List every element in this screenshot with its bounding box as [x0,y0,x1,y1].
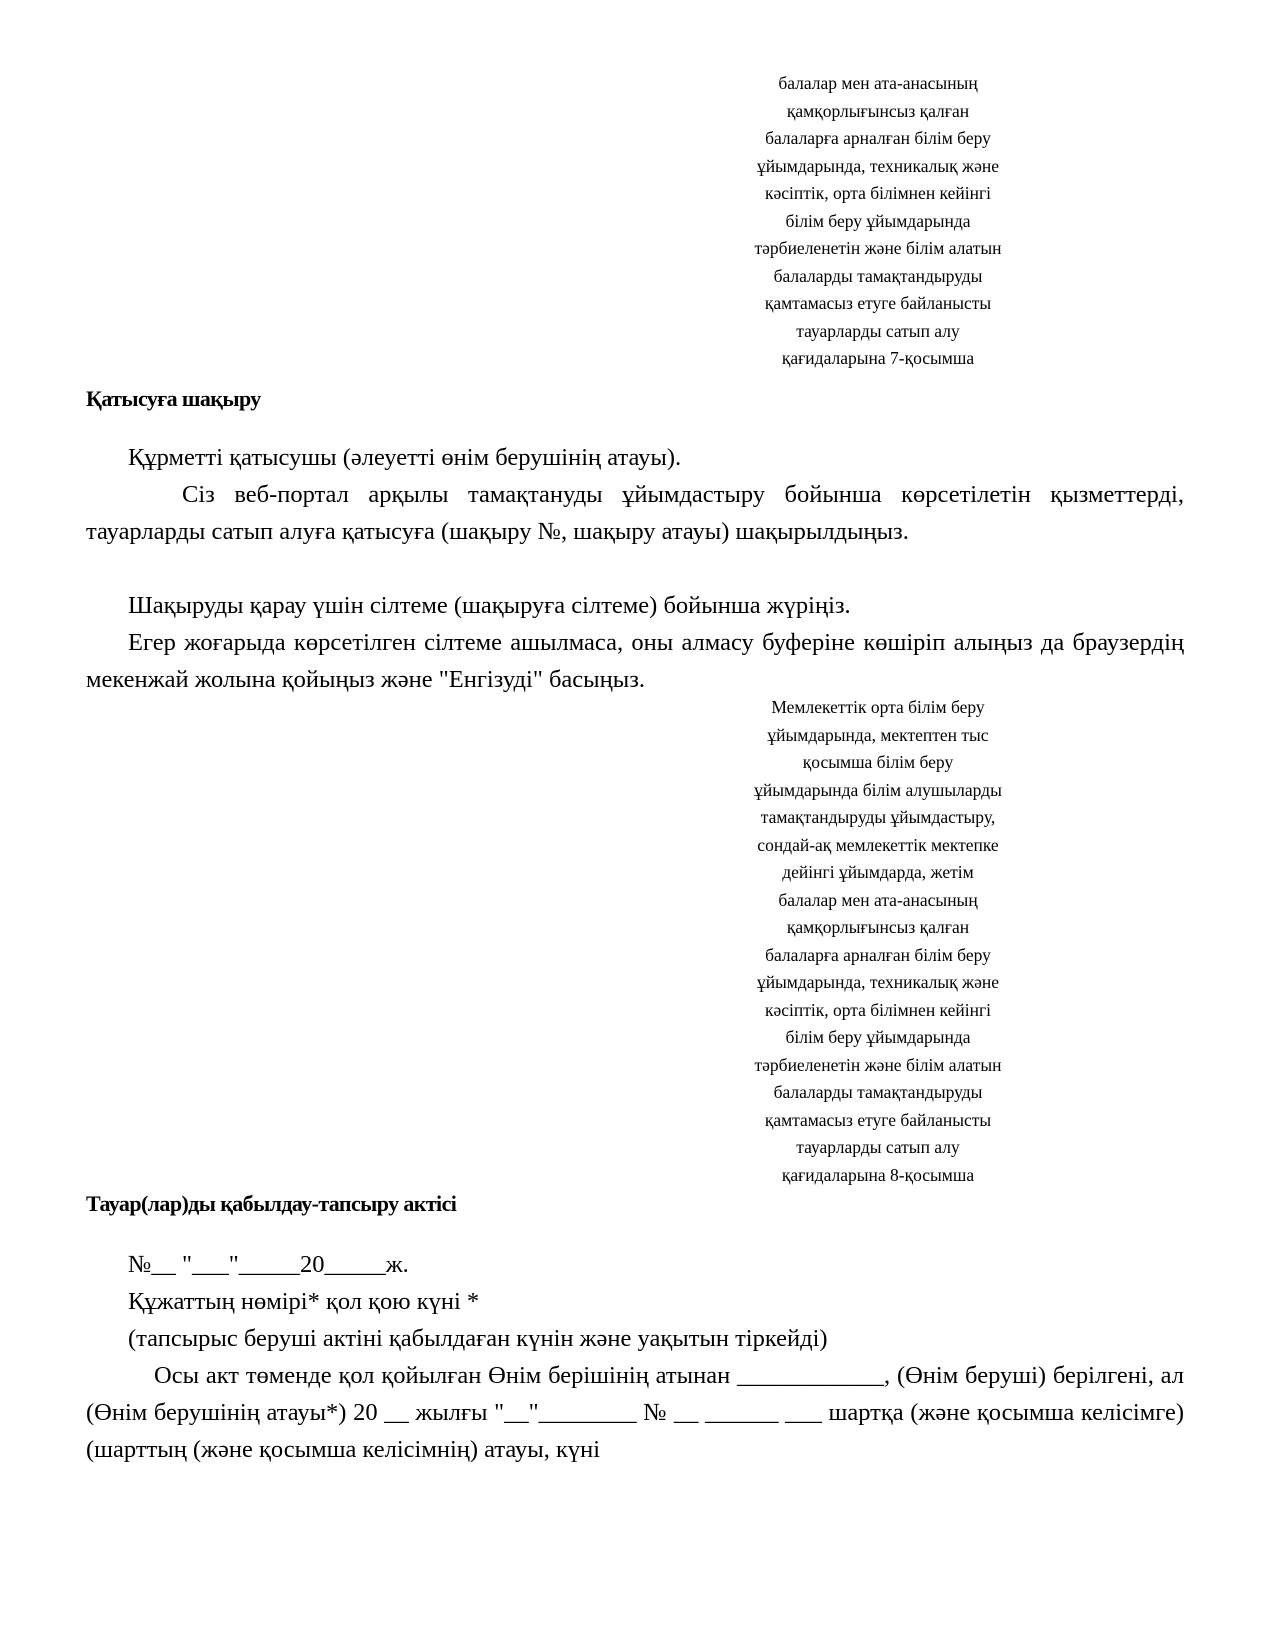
greeting-paragraph: Құрметті қатысушы (әлеуетті өнім берушінің атауы). [128,444,682,471]
annex-note-line: тауарларды сатып алу [796,320,960,341]
annex-note-line: тамақтандыруды ұйымдастыру, [760,807,996,827]
annex-note-line: ұйымдарында, техникалық және [756,155,1000,176]
link-paragraph: Шақыруды қарау үшін сілтеме (шақыруға сілтеме) бойынша жүріңіз. [128,592,851,619]
annex-note-line: тауарларды сатып алу [796,1137,960,1157]
act-body-paragraph: Осы акт төменде қол қойылған Өнім берішінің атынан ____________, (Өнім беруші) берілгені, ал (Өнім берушінің атауы*) 20 __ жылғы "__"________ № __ ______ ___ шартқа (және қосымша келісімге) (шарттың (және қосымша келісімнің) атауы, күні [86,1362,1184,1463]
annex-note-line: кәсіптік, орта білімнен кейінгі [764,183,992,203]
annex-note-7 [668,70,1088,373]
annex-note-line: балаларды тамақтандыруды [773,1082,983,1102]
annex-note-line: қосымша білім беру [802,752,954,772]
annex-note-line: қамтамасыз етуге байланысты [764,293,992,313]
annex-note-line: балалар мен ата-анасының [778,73,978,93]
document-number-line: Құжаттың нөмірі* қол қою күні * [128,1288,480,1315]
annex-note-line: қамтамасыз етуге байланысты [764,1109,992,1130]
annex-note-line: балалар мен ата-анасының [778,889,978,910]
annex-note-line: ұйымдарында білім алушыларды [754,779,1002,800]
section-title-act: Тауар(лар)ды қабылдау-тапсыру актісі [86,1191,457,1216]
annex-note-line: дейінгі ұйымдарда, жетім [782,862,974,882]
section-title-invitation: Қатысуға шақыру [86,386,261,411]
annex-note-8 [668,694,1088,1189]
annex-note-line: қағидаларына 7-қосымша [781,348,975,368]
act-number-line: №__ "___"_____20_____ж. [128,1251,409,1278]
fallback-paragraph: Егер жоғарыда көрсетілген сілтеме ашылмаса, оны алмасу буферіне көшіріп алыңыз да браузердің мекенжай жолына қойыңыз және "Енгізуді" басыңыз. [86,629,1184,693]
annex-note-line: балаларға арналған білім беру [765,128,991,148]
annex-note-line: тәрбиеленетін және білім алатын [754,1054,1002,1075]
annex-note-line: балаларға арналған білім беру [765,944,991,965]
annex-note-line: ұйымдарында, техникалық және [756,972,1000,992]
annex-note-line: білім беру ұйымдарында [785,1027,971,1047]
annex-note-line: қағидаларына 8-қосымша [781,1164,975,1185]
annex-note-line: сондай-ақ мемлекеттік мектепке [757,834,999,855]
annex-note-line: тәрбиеленетін және білім алатын [754,238,1002,258]
annex-note-line: қамқорлығынсыз қалған [786,100,970,121]
annex-note-line: білім беру ұйымдарында [785,210,971,231]
annex-note-line: ұйымдарында, мектептен тыс [767,724,989,745]
invitation-paragraph: Сіз веб-портал арқылы тамақтануды ұйымдастыру бойынша көрсетілетін қызметтерді, тауарларды сатып алуға қатысуға (шақыру №, шақыру атауы) шақырылдыңыз. [86,481,1184,545]
customer-note-line: (тапсырыс беруші актіні қабылдаған күнін және уақытын тіркейді) [128,1325,828,1352]
annex-note-line: кәсіптік, орта білімнен кейінгі [764,999,992,1020]
annex-note-line: қамқорлығынсыз қалған [786,917,970,937]
annex-note-line: Мемлекеттік орта білім беру [771,697,985,717]
annex-note-line: балаларды тамақтандыруды [773,265,983,286]
